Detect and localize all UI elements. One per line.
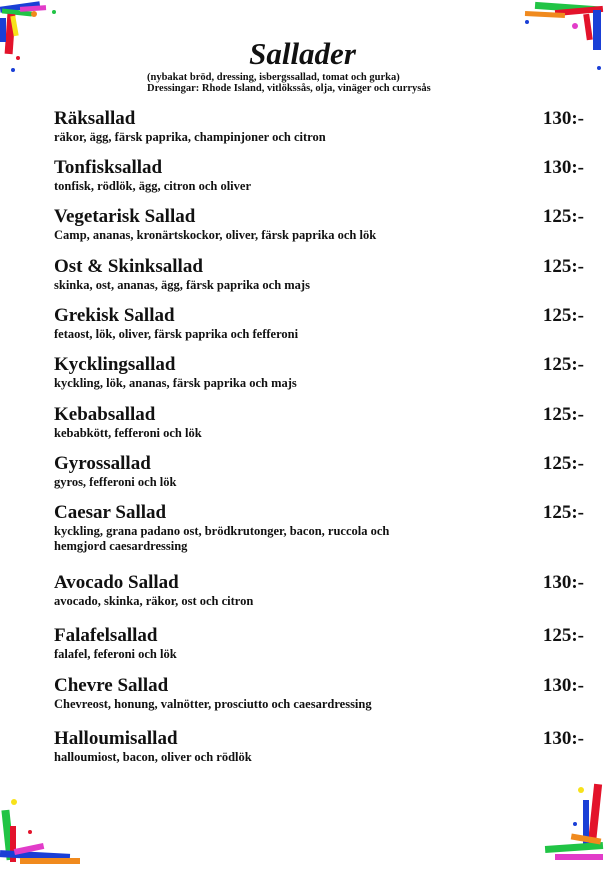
item-price: 125:- [542, 256, 584, 277]
menu-item [54, 157, 584, 194]
item-description: falafel, feferoni och lök [54, 647, 177, 661]
subtitle-includes: (nybakat bröd, dressing, isbergssallad, tomat och gurka) [147, 72, 400, 83]
menu-item [54, 675, 584, 712]
item-description: kyckling, grana padano ost, brödkrutonger, bacon, ruccola och hemgjord caesardressing [54, 524, 390, 553]
item-price: 125:- [542, 305, 584, 326]
item-price: 125:- [542, 206, 584, 227]
item-price: 125:- [542, 625, 584, 646]
item-description: kyckling, lök, ananas, färsk paprika och majs [54, 376, 297, 390]
item-name: Kycklingsallad [54, 354, 176, 375]
item-description: Chevreost, honung, valnötter, prosciutto och caesardressing [54, 697, 372, 711]
item-price: 130:- [542, 157, 584, 178]
item-description: Camp, ananas, kronärtskockor, oliver, färsk paprika och lök [54, 228, 377, 242]
menu-item [54, 206, 584, 243]
item-price: 130:- [542, 728, 584, 749]
item-name: Falafelsallad [54, 625, 158, 646]
item-description: avocado, skinka, räkor, ost och citron [54, 594, 254, 608]
menu-item [54, 305, 584, 342]
item-description: tonfisk, rödlök, ägg, citron och oliver [54, 179, 251, 193]
paint-splash-icon [515, 780, 605, 870]
item-name: Ost & Skinksallad [54, 256, 203, 277]
page-title: Sallader [249, 36, 356, 71]
item-price: 130:- [542, 675, 584, 696]
item-description: fetaost, lök, oliver, färsk paprika och fefferoni [54, 327, 299, 341]
menu-item [54, 625, 584, 662]
menu-item [54, 108, 584, 145]
item-name: Avocado Sallad [54, 572, 179, 593]
menu-item [54, 502, 584, 554]
item-price: 125:- [542, 502, 584, 523]
item-price: 125:- [542, 354, 584, 375]
item-name: Räksallad [54, 108, 136, 129]
item-description: skinka, ost, ananas, ägg, färsk paprika och majs [54, 278, 310, 292]
menu-item [54, 453, 584, 490]
menu-item [54, 728, 584, 765]
item-name: Tonfisksallad [54, 157, 163, 178]
item-name: Grekisk Sallad [54, 305, 175, 326]
item-price: 125:- [542, 453, 584, 474]
menu-item [54, 404, 584, 441]
item-name: Gyrossallad [54, 453, 151, 474]
item-description: halloumiost, bacon, oliver och rödlök [54, 750, 252, 764]
item-price: 130:- [542, 108, 584, 129]
item-name: Kebabsallad [54, 404, 156, 425]
item-price: 130:- [542, 572, 584, 593]
menu-item [54, 572, 584, 609]
item-name: Caesar Sallad [54, 502, 167, 523]
item-name: Halloumisallad [54, 728, 178, 749]
menu-item [54, 256, 584, 293]
item-description: kebabkött, fefferoni och lök [54, 426, 202, 440]
menu-item [54, 354, 584, 391]
item-name: Vegetarisk Sallad [54, 206, 196, 227]
item-description: räkor, ägg, färsk paprika, champinjoner och citron [54, 130, 326, 144]
item-name: Chevre Sallad [54, 675, 169, 696]
item-price: 125:- [542, 404, 584, 425]
subtitle-dressings: Dressingar: Rhode Island, vitlökssås, olja, vinäger och currysås [147, 83, 431, 94]
paint-splash-icon [0, 780, 90, 870]
item-description: gyros, fefferoni och lök [54, 475, 177, 489]
